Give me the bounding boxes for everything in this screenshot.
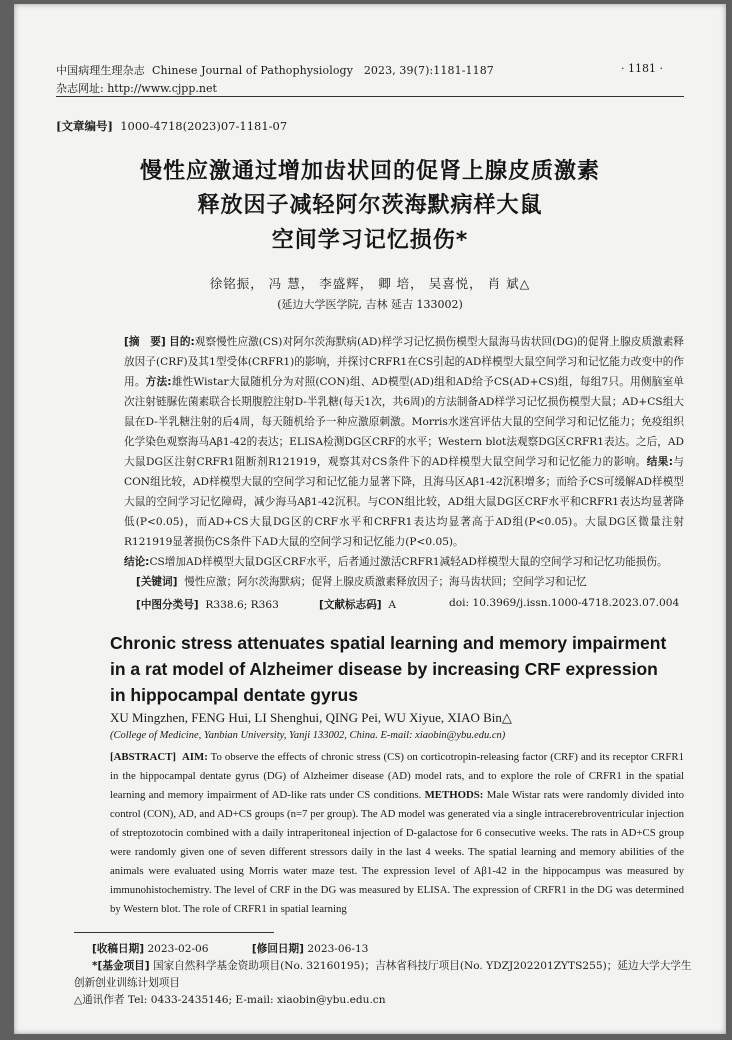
title-en: Chronic stress attenuates spatial learning and memory impairment in a rat model of Alzheimer disease by increasing CRF expression in hippocampal dentate gyrus xyxy=(110,633,667,705)
classification-value: R338.6; R363 xyxy=(205,599,279,611)
keywords-value: 慢性应激；阿尔茨海默病；促肾上腺皮质激素释放因子；海马齿状回；空间学习和记忆 xyxy=(184,576,587,588)
doi: doi: 10.3969/j.issn.1000-4718.2023.07.004 xyxy=(449,597,680,609)
authors-cn: 徐铭振， 冯 慧， 李盛辉， 卿 培， 吴喜悦， 肖 斌△ xyxy=(209,276,531,291)
affiliation-en: (College of Medicine, Yanbian University, Yanji 133002, China. E-mail: xiaobin@ybu.edu.cn) xyxy=(110,730,506,741)
footnote-corresponding: △通讯作者 Tel: 0433-2435146; E-mail: xiaobin@ybu.edu.cn xyxy=(74,994,386,1006)
abstract-en-aim: To observe the effects of chronic stress (CS) on corticotropin-releasing factor (CRF) and its receptor CRFR1 in the hippocampal dentate gyrus (DG) of Alzheimer disease (AD) model rats, and to explore the role of CRFR1 in the spatial learning and memory impairment of AD-like rats under CS conditions. xyxy=(110,751,684,801)
abstract-en-methods: Male Wistar rats were randomly divided into control (CON), AD, and AD+CS groups (n=7 per group). The AD model was generated via a single intracerebroventricular injection of streptozotocin combined with a daily intraperitoneal injection of D-galactose for 6 consecutive weeks. The rats in AD+CS group were randomly given one of seven different stressors daily in the last 4 weeks. The spatial learning and memory abilities of the animals were evaluated using Morris water maze test. The expression level of Aβ1-42 in the hippocampus was measured by immunohistochemistry. The level of CRF in the DG was measured by ELISA. The expression of CRFR1 in the DG was determined by Western blot. The role of CRFR1 in spatial learning xyxy=(110,789,685,915)
abstract-cn xyxy=(124,332,684,572)
journal-name-en: Chinese Journal of Pathophysiology xyxy=(152,64,354,77)
document-code xyxy=(319,597,396,612)
revised-label: [修回日期] xyxy=(251,943,304,955)
received-label: [收稿日期] xyxy=(92,943,145,955)
received-date: 2023-02-06 xyxy=(147,943,209,955)
document-code-label: [文献标志码] xyxy=(319,599,382,611)
authors-en: XU Mingzhen, FENG Hui, LI Shenghui, QING Pei, WU Xiyue, XIAO Bin△ xyxy=(110,710,512,725)
abstract-en-label: [ABSTRACT] xyxy=(110,751,176,763)
classification-number xyxy=(136,597,279,612)
classification-label: [中图分类号] xyxy=(136,599,199,611)
abstract-en xyxy=(110,748,684,919)
journal-page xyxy=(14,4,726,1034)
keywords-label: [关键词] xyxy=(136,576,178,588)
abstract-cn-conclusion-label: 结论: xyxy=(124,556,150,568)
journal-issue: 2023, 39(7):1181-1187 xyxy=(363,64,494,77)
title-cn-line2: 释放因子减轻阿尔茨海默病样大鼠 xyxy=(197,193,543,218)
document-code-value: A xyxy=(388,599,397,611)
abstract-cn-aim-label: 目的: xyxy=(169,336,195,348)
running-header xyxy=(56,62,494,78)
footnote-fund xyxy=(92,958,691,973)
article-number-label: [文章编号] xyxy=(56,119,113,133)
affiliation-cn: (延边大学医学院, 吉林 延吉 133002) xyxy=(277,298,463,311)
abstract-cn-methods-label: 方法: xyxy=(145,376,172,388)
keywords-cn xyxy=(136,574,587,589)
abstract-en-aim-label: AIM: xyxy=(182,751,208,763)
fund-text: 国家自然科学基金资助项目(No. 32160195)；吉林省科技厅项目(No. YDZJ202201ZYTS255)；延边大学大学生 xyxy=(152,960,692,972)
fund-label: *[基金项目] xyxy=(92,960,150,972)
title-cn-line3: 空间学习记忆损伤* xyxy=(271,228,469,253)
title-cn-line1: 慢性应激通过增加齿状回的促肾上腺皮质激素 xyxy=(139,159,600,184)
abstract-cn-aim: 观察慢性应激(CS)对阿尔茨海默病(AD)样学习记忆损伤模型大鼠海马齿状回(DG)的促肾上腺皮质激素释放因子(CRF)及其1型受体(CRFR1)的影响，并探讨CRFR1在CS引起的AD样模型大鼠空间学习和记忆能力改变中的作用。 xyxy=(124,336,684,388)
abstract-cn-label: [摘 要] xyxy=(124,336,166,348)
footnote-fund-cont: 创新创业训练计划项目 xyxy=(74,977,180,989)
article-number-value: 1000-4718(2023)07-1181-07 xyxy=(120,119,288,133)
journal-name-cn: 中国病理生理杂志 xyxy=(56,64,145,77)
header-rule xyxy=(56,96,684,97)
footnote-rule xyxy=(74,932,274,933)
abstract-cn-results-label: 结果: xyxy=(646,456,673,468)
article-number xyxy=(56,118,287,134)
abstract-en-methods-label: METHODS: xyxy=(424,789,484,801)
journal-website: 杂志网址: http://www.cjpp.net xyxy=(56,82,217,95)
page-number: · 1181 · xyxy=(621,62,663,75)
abstract-cn-conclusion: CS增加AD样模型大鼠DG区CRF水平，后者通过激活CRFR1减轻AD样模型大鼠的空间学习和记忆功能损伤。 xyxy=(149,556,668,568)
revised-date: 2023-06-13 xyxy=(307,943,369,955)
footnote-dates xyxy=(92,941,368,956)
abstract-cn-results: 与CON组比较，AD样模型大鼠的空间学习和记忆能力显著下降，且海马区Aβ1-42沉积增多；而给予CS可缓解AD样模型大鼠的空间学习记忆障碍，减少海马Aβ1-42沉积。与CON组比较，AD组大鼠DG区CRF水平和CRFR1表达均显著降低(P<0.05)，而AD+CS大鼠DG区的CRF水平和CRFR1表达均显著高于AD组(P<0.05)。大鼠DG区微量注射R121919显著损伤CS条件下AD大鼠的空间学习和记忆能力(P<0.05)。 xyxy=(124,456,685,548)
abstract-cn-methods: 雄性Wistar大鼠随机分为对照(CON)组、AD模型(AD)组和AD给予CS(AD+CS)组，每组7只。用侧脑室单次注射链脲佐菌素联合长期腹腔注射D-半乳糖(每天1次，共6周)的方法制备AD样学习记忆损伤模型大鼠；AD+CS组大鼠在D-半乳糖注射的后4周，每天随机给予一种应激原刺激。Morris水迷宫评估大鼠的空间学习和记忆能力；免疫组织化学染色观察海马Aβ1-42的表达；ELISA检测DG区CRF的水平；Western blot法观察DG区CRFR1表达。之后，AD大鼠DG区注射CRFR1阻断剂R121919，观察其对CS条件下的AD样模型大鼠空间学习和记忆能力的影响。 xyxy=(124,376,684,468)
